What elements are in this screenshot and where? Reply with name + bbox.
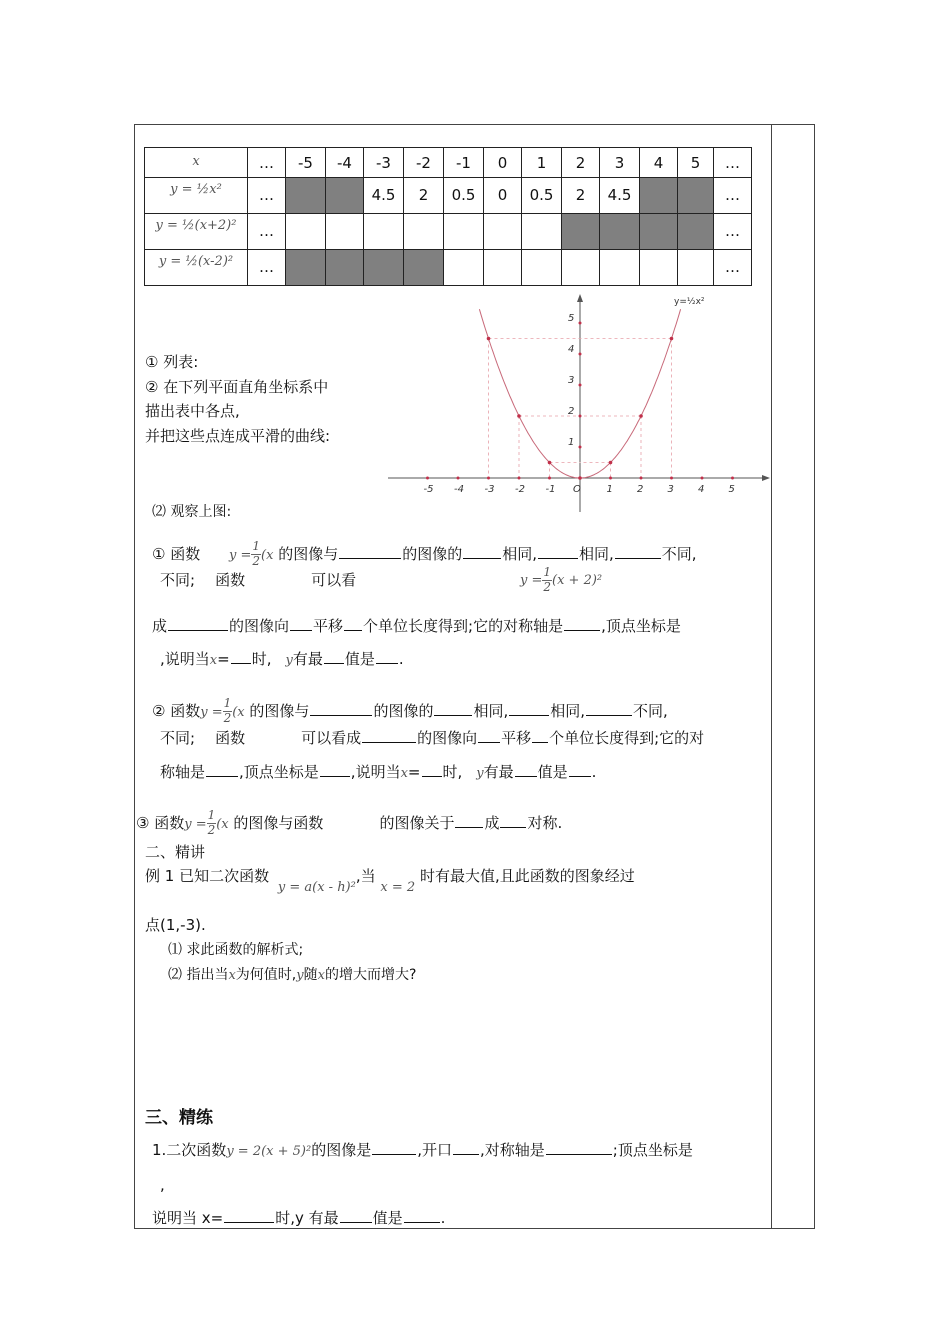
- table-cell: [678, 250, 714, 286]
- table-cell: 4.5: [600, 178, 640, 214]
- table-cell: [678, 214, 714, 250]
- practice1-line3: 说明当 x= 时,y 有最 值是 .: [152, 1209, 446, 1227]
- data-point: [548, 461, 552, 465]
- data-point: [670, 337, 674, 341]
- x-tick-mark: [426, 477, 429, 480]
- table-x-value: -3: [364, 148, 404, 178]
- table-row: [145, 178, 752, 214]
- lecture-heading: 二、精讲: [145, 843, 206, 861]
- observe-title: ⑵ 观察上图:: [152, 504, 232, 520]
- table-cell: [404, 214, 444, 250]
- y-tick-label: 3: [568, 375, 575, 386]
- table-x-value: 0: [484, 148, 522, 178]
- x-tick-mark: [457, 477, 460, 480]
- y-tick-label: 5: [568, 313, 575, 324]
- table-cell: [600, 250, 640, 286]
- x-tick-label: O: [573, 484, 581, 495]
- table-cell: [522, 214, 562, 250]
- example1-q1: ⑴ 求此函数的解析式;: [168, 942, 304, 958]
- table-x-value: -2: [404, 148, 444, 178]
- table-row: [145, 214, 752, 250]
- table-x-value: …: [714, 148, 752, 178]
- y-tick-mark: [579, 353, 582, 356]
- table-cell: 0: [484, 178, 522, 214]
- data-point: [639, 414, 643, 418]
- table-header-row: [145, 148, 752, 178]
- x-tick-mark: [640, 477, 643, 480]
- x-axis-arrow: [762, 475, 770, 481]
- x-tick-mark: [548, 477, 551, 480]
- table-x-value: -4: [326, 148, 364, 178]
- x-tick-label: 3: [667, 484, 674, 495]
- x-tick-label: -4: [454, 484, 464, 495]
- table-cell: [326, 250, 364, 286]
- step-plot-points-2: 描出表中各点,: [145, 402, 240, 420]
- y-tick-mark: [579, 384, 582, 387]
- y-tick-mark: [579, 415, 582, 418]
- table-cell: [364, 250, 404, 286]
- x-tick-label: 2: [637, 484, 644, 495]
- table-cell: [640, 250, 678, 286]
- example1-q2: ⑵ 指出当x为何值时,y随x的增大而增大?: [168, 967, 417, 983]
- table-x-value: 4: [640, 148, 678, 178]
- table-cell: …: [248, 214, 286, 250]
- table-x-header: x: [145, 148, 248, 178]
- step-plot-points: ② 在下列平面直角坐标系中: [145, 378, 329, 396]
- table-x-value: -5: [286, 148, 326, 178]
- table-cell: [562, 250, 600, 286]
- x-tick-label: -2: [515, 484, 525, 495]
- data-point: [609, 461, 613, 465]
- x-tick-label: -5: [423, 484, 434, 495]
- table-cell: …: [714, 250, 752, 286]
- table-cell: [286, 178, 326, 214]
- data-point: [487, 337, 491, 341]
- table-cell: …: [248, 250, 286, 286]
- table-cell: [444, 214, 484, 250]
- table-cell: [600, 214, 640, 250]
- x-tick-mark: [518, 477, 521, 480]
- table-cell: [444, 250, 484, 286]
- table-cell: [484, 250, 522, 286]
- table-cell: [326, 214, 364, 250]
- table-cell: 0.5: [444, 178, 484, 214]
- data-point: [578, 476, 582, 480]
- table-cell: [364, 214, 404, 250]
- x-tick-mark: [670, 477, 673, 480]
- table-cell: …: [248, 178, 286, 214]
- example1-point: 点(1,-3).: [145, 916, 206, 934]
- table-row-label: y = ½(x+2)²: [145, 214, 248, 250]
- q1-line3: 成 的图像向 平移 个单位长度得到;它的对称轴是 ,顶点坐标是: [152, 617, 681, 635]
- table-row: [145, 250, 752, 286]
- table-cell: 2: [404, 178, 444, 214]
- step-list-table: ① 列表:: [145, 353, 199, 371]
- table-cell: 4.5: [364, 178, 404, 214]
- x-tick-mark: [731, 477, 734, 480]
- table-cell: [522, 250, 562, 286]
- curve-label: y=½x²: [674, 297, 705, 307]
- example1-line1: 例 1 已知二次函数 y = a(x - h)²,当 x = 2 时有最大值,且此函数的图象经过: [145, 867, 635, 895]
- y-tick-mark: [579, 322, 582, 325]
- value-table: [144, 147, 752, 286]
- x-tick-label: 1: [606, 484, 613, 495]
- table-x-value: 5: [678, 148, 714, 178]
- q1-line1: ① 函数 y = $\frac{1}{2}$ (x 的图像与 的图像的 相同, 相同, 不同,: [152, 539, 697, 568]
- table-cell: 0.5: [522, 178, 562, 214]
- table-x-value: -1: [444, 148, 484, 178]
- table-cell: …: [714, 214, 752, 250]
- table-cell: [404, 250, 444, 286]
- q1-line4: ,说明当x= 时, y有最 值是 .: [160, 650, 404, 668]
- y-tick-label: 2: [568, 406, 575, 417]
- table-x-value: 1: [522, 148, 562, 178]
- q2-line3: 称轴是 ,顶点坐标是 ,说明当x= 时, y有最 值是 .: [160, 763, 597, 781]
- y-axis-arrow: [577, 294, 583, 302]
- table-cell: 2: [562, 178, 600, 214]
- table-cell: [640, 178, 678, 214]
- q2-line1: ② 函数y = $\frac{1}{2}$ (x 的图像与 的图像的 相同, 相同, 不同,: [152, 696, 668, 725]
- practice-heading: 三、精练: [145, 1108, 213, 1128]
- table-cell: …: [714, 178, 752, 214]
- table-cell: [678, 178, 714, 214]
- x-tick-mark: [701, 477, 704, 480]
- table-cell: [562, 214, 600, 250]
- table-cell: [640, 214, 678, 250]
- x-tick-label: -3: [484, 484, 495, 495]
- table-row-label: y = ½x²: [145, 178, 248, 214]
- y-tick-mark: [579, 446, 582, 449]
- table-x-value: 2: [562, 148, 600, 178]
- x-tick-label: -1: [545, 484, 556, 495]
- table-cell: [286, 250, 326, 286]
- x-tick-mark: [609, 477, 612, 480]
- q2-line2: 不同; 函数 可以看成 的图像向 平移 个单位长度得到;它的对: [160, 729, 705, 747]
- x-tick-label: 4: [698, 484, 705, 495]
- y-tick-label: 4: [568, 344, 575, 355]
- x-tick-mark: [487, 477, 490, 480]
- q3-line: ③ 函数y = $\frac{1}{2}$ (x 的图像与函数 的图像关于 成 对称.: [136, 808, 563, 837]
- table-row-label: y = ½(x-2)²: [145, 250, 248, 286]
- table-cell: [484, 214, 522, 250]
- x-tick-label: 5: [728, 484, 735, 495]
- practice1-line2: ,: [160, 1176, 165, 1194]
- table-x-value: …: [248, 148, 286, 178]
- step-connect-curve: 并把这些点连成平滑的曲线:: [145, 427, 331, 445]
- parabola-graph: [380, 290, 775, 515]
- q1-line2: 不同; 函数 可以看: [160, 571, 357, 589]
- q1-eq-shift-left: y = $\frac{1}{2}$ (x + 2)²: [520, 565, 603, 594]
- practice1-line1: 1.二次函数y = 2(x + 5)²的图像是 ,开口 ,对称轴是 ;顶点坐标是: [152, 1141, 693, 1159]
- y-tick-label: 1: [568, 437, 575, 448]
- table-x-value: 3: [600, 148, 640, 178]
- table-cell: [326, 178, 364, 214]
- data-point: [517, 414, 521, 418]
- table-cell: [286, 214, 326, 250]
